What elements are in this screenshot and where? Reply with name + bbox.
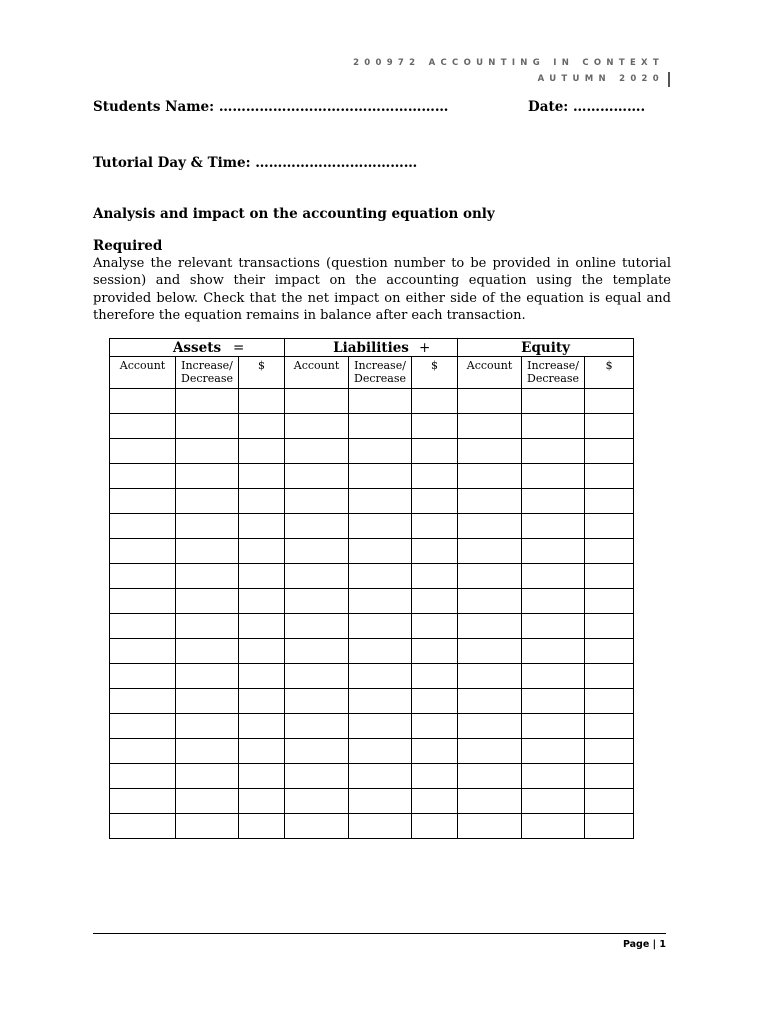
entry-cell[interactable] [239, 539, 285, 564]
entry-cell[interactable] [239, 589, 285, 614]
entry-cell[interactable] [458, 789, 522, 814]
entry-cell[interactable] [176, 414, 239, 439]
equity-label: Equity [521, 339, 570, 356]
entry-cell[interactable] [412, 564, 458, 589]
entry-cell[interactable] [522, 689, 585, 714]
entry-cell[interactable] [458, 439, 522, 464]
entry-cell[interactable] [412, 739, 458, 764]
entry-cell[interactable] [285, 464, 349, 489]
liabilities-amount-col: $ [412, 357, 458, 389]
liabilities-change-col: Increase/ Decrease [349, 357, 412, 389]
entry-cell[interactable] [176, 539, 239, 564]
entry-cell[interactable] [412, 539, 458, 564]
entry-cell[interactable] [110, 814, 176, 839]
entry-cell[interactable] [349, 489, 412, 514]
entry-cell[interactable] [412, 389, 458, 414]
table-row [110, 714, 634, 739]
entry-cell[interactable] [412, 689, 458, 714]
entry-cell[interactable] [412, 589, 458, 614]
entry-cell[interactable] [285, 739, 349, 764]
entry-cell[interactable] [285, 814, 349, 839]
table-row [110, 664, 634, 689]
entry-cell[interactable] [285, 539, 349, 564]
entry-cell[interactable] [412, 489, 458, 514]
entry-cell[interactable] [110, 664, 176, 689]
table-body [110, 389, 634, 839]
entry-cell[interactable] [522, 514, 585, 539]
entry-cell[interactable] [458, 464, 522, 489]
entry-cell[interactable] [585, 739, 634, 764]
entry-cell[interactable] [239, 664, 285, 689]
entry-cell[interactable] [176, 614, 239, 639]
entry-cell[interactable] [176, 389, 239, 414]
entry-cell[interactable] [458, 589, 522, 614]
entry-cell[interactable] [239, 439, 285, 464]
plus-operator: + [419, 340, 431, 356]
entry-cell[interactable] [412, 814, 458, 839]
table-row [110, 514, 634, 539]
entry-cell[interactable] [522, 664, 585, 689]
table-row [110, 814, 634, 839]
entry-cell[interactable] [176, 639, 239, 664]
table-row [110, 639, 634, 664]
entry-cell[interactable] [522, 389, 585, 414]
entry-cell[interactable] [349, 439, 412, 464]
entry-cell[interactable] [349, 814, 412, 839]
entry-cell[interactable] [585, 489, 634, 514]
entry-cell[interactable] [110, 414, 176, 439]
entry-cell[interactable] [285, 589, 349, 614]
entry-cell[interactable] [110, 489, 176, 514]
entry-cell[interactable] [585, 639, 634, 664]
assets-header [110, 339, 285, 357]
entry-cell[interactable] [110, 564, 176, 589]
table-row [110, 589, 634, 614]
header-bar [668, 72, 670, 87]
entry-cell[interactable] [176, 589, 239, 614]
table-row [110, 739, 634, 764]
entry-cell[interactable] [349, 664, 412, 689]
entry-cell[interactable] [522, 439, 585, 464]
entry-cell[interactable] [110, 764, 176, 789]
entry-cell[interactable] [522, 739, 585, 764]
entry-cell[interactable] [176, 489, 239, 514]
assets-change-col: Increase/ Decrease [176, 357, 239, 389]
entry-cell[interactable] [176, 464, 239, 489]
table-row [110, 539, 634, 564]
entry-cell[interactable] [458, 714, 522, 739]
entry-cell[interactable] [458, 539, 522, 564]
entry-cell[interactable] [412, 614, 458, 639]
entry-cell[interactable] [239, 764, 285, 789]
table-row [110, 564, 634, 589]
entry-cell[interactable] [412, 664, 458, 689]
entry-cell[interactable] [585, 789, 634, 814]
analysis-heading: Analysis and impact on the accounting equation only [93, 206, 495, 222]
entry-cell[interactable] [585, 414, 634, 439]
entry-cell[interactable] [110, 614, 176, 639]
entry-cell[interactable] [522, 814, 585, 839]
entry-cell[interactable] [285, 639, 349, 664]
entry-cell[interactable] [285, 489, 349, 514]
liabilities-label: Liabilities [333, 339, 409, 356]
entry-cell[interactable] [585, 714, 634, 739]
entry-cell[interactable] [176, 689, 239, 714]
entry-cell[interactable] [522, 764, 585, 789]
entry-cell[interactable] [349, 614, 412, 639]
entry-cell[interactable] [458, 514, 522, 539]
entry-cell[interactable] [349, 539, 412, 564]
entry-cell[interactable] [176, 664, 239, 689]
entry-cell[interactable] [349, 514, 412, 539]
entry-cell[interactable] [522, 464, 585, 489]
equity-account-col: Account [458, 357, 522, 389]
entry-cell[interactable] [239, 564, 285, 589]
required-heading: Required [93, 238, 163, 254]
entry-cell[interactable] [522, 639, 585, 664]
equity-amount-col: $ [585, 357, 634, 389]
entry-cell[interactable] [412, 789, 458, 814]
entry-cell[interactable] [458, 664, 522, 689]
entry-cell[interactable] [522, 614, 585, 639]
entry-cell[interactable] [458, 389, 522, 414]
entry-cell[interactable] [176, 764, 239, 789]
semester-label: AUTUMN 2020 [537, 74, 664, 84]
entry-cell[interactable] [349, 589, 412, 614]
tutorial-time-field: Tutorial Day & Time: ……………………………… [93, 155, 418, 171]
entry-cell[interactable] [110, 514, 176, 539]
entry-cell[interactable] [285, 714, 349, 739]
entry-cell[interactable] [110, 539, 176, 564]
date-field: Date: ……………. [528, 99, 646, 115]
entry-cell[interactable] [349, 564, 412, 589]
assets-amount-col: $ [239, 357, 285, 389]
entry-cell[interactable] [349, 789, 412, 814]
footer-divider [93, 933, 666, 934]
entry-cell[interactable] [285, 389, 349, 414]
entry-cell[interactable] [176, 789, 239, 814]
entry-cell[interactable] [585, 464, 634, 489]
entry-cell[interactable] [412, 439, 458, 464]
equals-operator: = [233, 340, 245, 356]
entry-cell[interactable] [412, 514, 458, 539]
entry-cell[interactable] [239, 789, 285, 814]
equity-header [458, 339, 634, 357]
entry-cell[interactable] [285, 789, 349, 814]
entry-cell[interactable] [239, 739, 285, 764]
table-row [110, 764, 634, 789]
entry-cell[interactable] [585, 539, 634, 564]
table-row [110, 614, 634, 639]
entry-cell[interactable] [522, 589, 585, 614]
entry-cell[interactable] [458, 739, 522, 764]
entry-cell[interactable] [239, 464, 285, 489]
entry-cell[interactable] [585, 664, 634, 689]
entry-cell[interactable] [239, 414, 285, 439]
entry-cell[interactable] [239, 389, 285, 414]
entry-cell[interactable] [110, 714, 176, 739]
liabilities-account-col: Account [285, 357, 349, 389]
entry-cell[interactable] [285, 764, 349, 789]
equity-change-col: Increase/ Decrease [522, 357, 585, 389]
entry-cell[interactable] [285, 514, 349, 539]
entry-cell[interactable] [176, 814, 239, 839]
entry-cell[interactable] [110, 689, 176, 714]
entry-cell[interactable] [585, 614, 634, 639]
entry-cell[interactable] [110, 639, 176, 664]
table-row [110, 439, 634, 464]
entry-cell[interactable] [349, 414, 412, 439]
entry-cell[interactable] [285, 414, 349, 439]
entry-cell[interactable] [522, 564, 585, 589]
entry-cell[interactable] [585, 389, 634, 414]
entry-cell[interactable] [458, 614, 522, 639]
entry-cell[interactable] [522, 539, 585, 564]
entry-cell[interactable] [239, 514, 285, 539]
entry-cell[interactable] [239, 489, 285, 514]
entry-cell[interactable] [585, 764, 634, 789]
entry-cell[interactable] [522, 789, 585, 814]
entry-cell[interactable] [412, 639, 458, 664]
entry-cell[interactable] [458, 414, 522, 439]
entry-cell[interactable] [585, 514, 634, 539]
entry-cell[interactable] [110, 789, 176, 814]
entry-cell[interactable] [239, 814, 285, 839]
entry-cell[interactable] [285, 614, 349, 639]
entry-cell[interactable] [349, 639, 412, 664]
entry-cell[interactable] [349, 739, 412, 764]
table-row [110, 689, 634, 714]
table-row [110, 489, 634, 514]
assets-account-col: Account [110, 357, 176, 389]
entry-cell[interactable] [585, 814, 634, 839]
entry-cell[interactable] [110, 464, 176, 489]
entry-cell[interactable] [585, 589, 634, 614]
student-name-field: Students Name: …………………………………………… [93, 99, 449, 115]
entry-cell[interactable] [458, 764, 522, 789]
entry-cell[interactable] [239, 689, 285, 714]
entry-cell[interactable] [239, 714, 285, 739]
entry-cell[interactable] [585, 564, 634, 589]
entry-cell[interactable] [412, 714, 458, 739]
entry-cell[interactable] [110, 739, 176, 764]
entry-cell[interactable] [285, 439, 349, 464]
entry-cell[interactable] [176, 739, 239, 764]
page-number: Page | 1 [622, 939, 666, 950]
entry-cell[interactable] [458, 639, 522, 664]
entry-cell[interactable] [349, 714, 412, 739]
entry-cell[interactable] [458, 689, 522, 714]
entry-cell[interactable] [349, 464, 412, 489]
entry-cell[interactable] [458, 489, 522, 514]
assets-label: Assets [172, 339, 222, 356]
entry-cell[interactable] [349, 389, 412, 414]
entry-cell[interactable] [176, 564, 239, 589]
entry-cell[interactable] [458, 814, 522, 839]
entry-cell[interactable] [458, 564, 522, 589]
entry-cell[interactable] [239, 614, 285, 639]
table-row [110, 389, 634, 414]
entry-cell[interactable] [412, 464, 458, 489]
entry-cell[interactable] [110, 589, 176, 614]
course-title: 200972 ACCOUNTING IN CONTEXT [353, 58, 664, 68]
entry-cell[interactable] [285, 689, 349, 714]
table-row [110, 414, 634, 439]
entry-cell[interactable] [239, 639, 285, 664]
table-row [110, 789, 634, 814]
entry-cell[interactable] [176, 714, 239, 739]
entry-cell[interactable] [412, 764, 458, 789]
entry-cell[interactable] [285, 664, 349, 689]
entry-cell[interactable] [585, 439, 634, 464]
entry-cell[interactable] [349, 689, 412, 714]
entry-cell[interactable] [285, 564, 349, 589]
entry-cell[interactable] [349, 764, 412, 789]
entry-cell[interactable] [176, 439, 239, 464]
entry-cell[interactable] [110, 439, 176, 464]
entry-cell[interactable] [522, 414, 585, 439]
entry-cell[interactable] [522, 714, 585, 739]
table-row [110, 464, 634, 489]
entry-cell[interactable] [110, 389, 176, 414]
liabilities-header [285, 339, 458, 357]
entry-cell[interactable] [522, 489, 585, 514]
accounting-equation-table [109, 338, 634, 839]
entry-cell[interactable] [412, 414, 458, 439]
entry-cell[interactable] [176, 514, 239, 539]
entry-cell[interactable] [585, 689, 634, 714]
required-instructions: Analyse the relevant transactions (question number to be provided in online tutorial session) and show their impact on the accounting equation using the template provided below. Check that the net impact on either side of the equation is equal and therefore the equation remains in balance after each transaction. [93, 256, 671, 324]
